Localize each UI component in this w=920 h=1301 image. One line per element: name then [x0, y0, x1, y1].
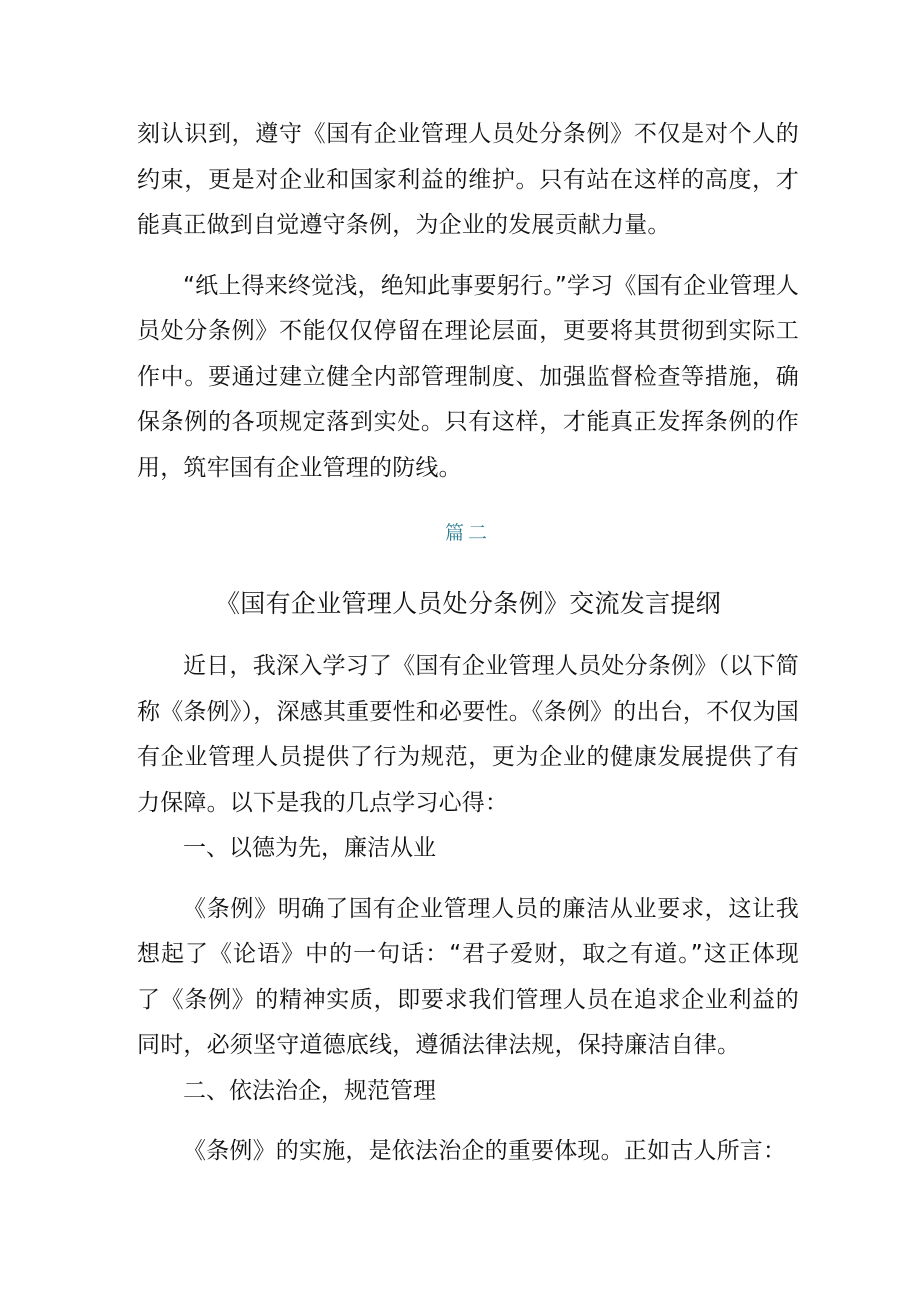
paragraph-continued: 刻认识到，遵守《国有企业管理人员处分条例》不仅是对个人的约束，更是对企业和国家利益的维护。只有站在这样的高度，才能真正做到自觉遵守条例，为企业的发展贡献力量。 — [137, 121, 799, 238]
paragraph-quote: “纸上得来终觉浅，绝知此事要躬行。”学习《国有企业管理人员处分条例》不能仅仅停留在理论层面，更要将其贯彻到实际工作中。要通过建立健全内部管理制度、加强监督检查等措施，确保条例的各项规定落到实处。只有这样，才能真正发挥条例的作用，筑牢国有企业管理的防线。 — [137, 272, 799, 481]
section-heading-1: 一、以德为先，廉洁从业 — [183, 835, 436, 861]
section-marker: 篇二 — [444, 522, 491, 544]
intro-paragraph: 近日，我深入学习了《国有企业管理人员处分条例》（以下简称《条例》），深感其重要性和必要性。《条例》的出台，不仅为国有企业管理人员提供了行为规范，更为企业的健康发展提供了有力保障。以下是我的几点学习心得： — [137, 653, 799, 816]
document-page — [137, 112, 799, 1175]
section-body-2: 《条例》的实施，是依法治企的重要体现。正如古人所言： — [183, 1138, 787, 1164]
section-heading-2: 二、依法治企，规范管理 — [183, 1077, 436, 1104]
document-title: 《国有企业管理人员处分条例》交流发言提纲 — [214, 589, 721, 618]
section-body-1: 《条例》明确了国有企业管理人员的廉洁从业要求，这让我想起了《论语》中的一句话：“君子爱财，取之有道。”这正体现了《条例》的精神实质，即要求我们管理人员在追求企业利益的同时，必须坚守道德底线，遵循法律法规，保持廉洁自律。 — [137, 895, 799, 1058]
